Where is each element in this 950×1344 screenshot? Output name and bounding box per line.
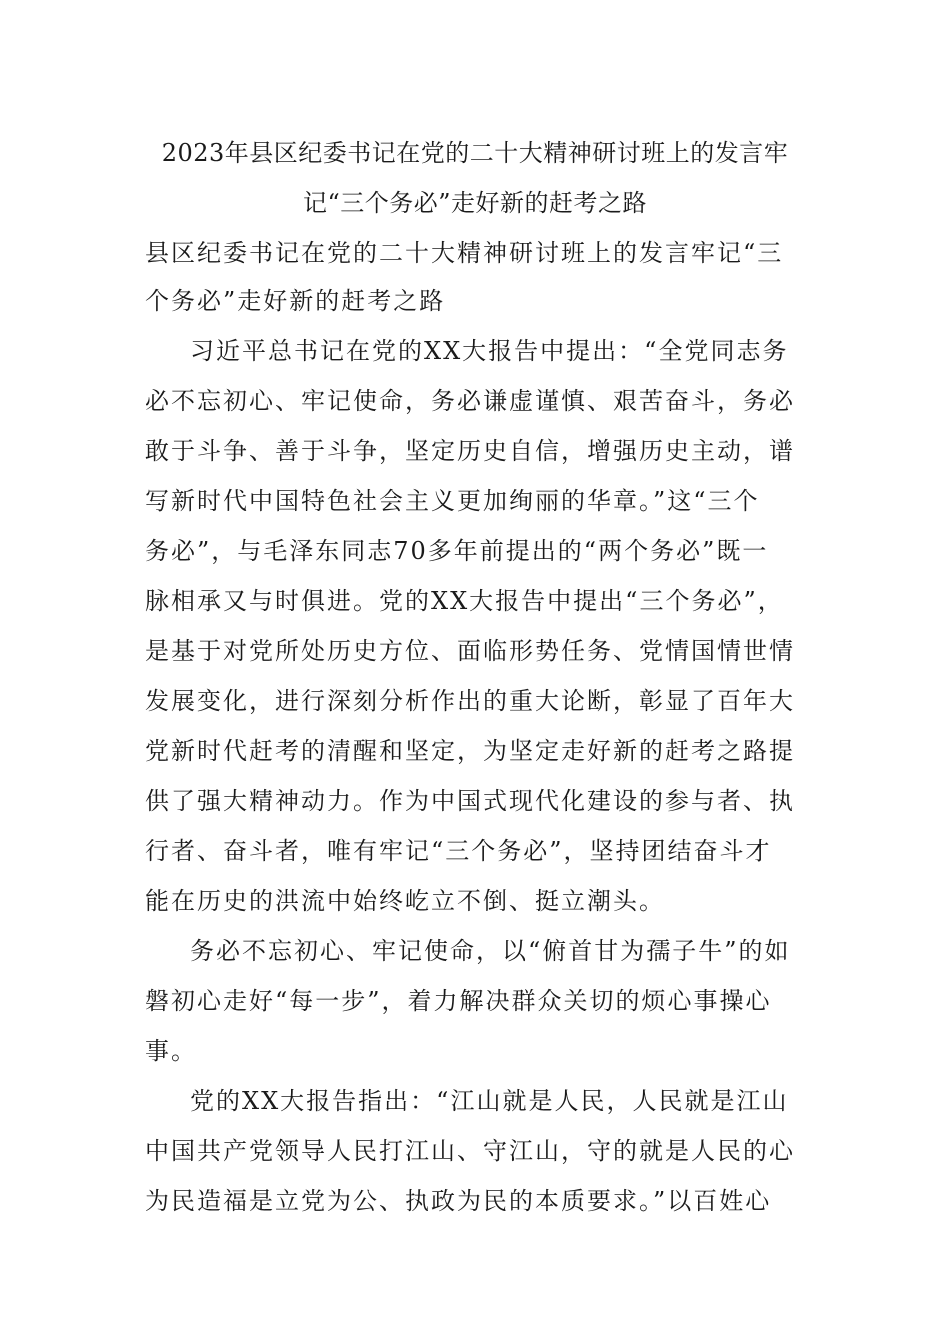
paragraph-1-line-6: 脉相承又与时俱进。党的XX大报告中提出“三个务必”， — [145, 587, 784, 615]
paragraph-2-line-1: 务必不忘初心、牢记使命，以“俯首甘为孺子牛”的如 — [190, 937, 791, 965]
paragraph-1-line-7: 是基于对党所处历史方位、面临形势任务、党情国情世情 — [145, 637, 795, 665]
subtitle-line-1: 县区纪委书记在党的二十大精神研讨班上的发言牢记“三 — [145, 239, 784, 267]
paragraph-1-line-9: 党新时代赶考的清醒和坚定，为坚定走好新的赶考之路提 — [145, 737, 795, 765]
paragraph-1-line-8: 发展变化，进行深刻分析作出的重大论断，彰显了百年大 — [145, 687, 795, 715]
document-title-line-2: 记“三个务必”走好新的赶考之路 — [302, 189, 648, 217]
paragraph-3-line-1: 党的XX大报告指出：“江山就是人民，人民就是江山 — [190, 1087, 789, 1115]
paragraph-2-line-2: 磐初心走好“每一步”，着力解决群众关切的烦心事操心 — [145, 987, 772, 1015]
subtitle-line-2: 个务必”走好新的赶考之路 — [145, 287, 446, 315]
paragraph-1-line-10: 供了强大精神动力。作为中国式现代化建设的参与者、执 — [145, 787, 795, 815]
paragraph-3-line-2: 中国共产党领导人民打江山、守江山，守的就是人民的心 — [145, 1137, 795, 1165]
paragraph-1-line-3: 敢于斗争、善于斗争，坚定历史自信，增强历史主动，谱 — [145, 437, 795, 465]
paragraph-3-line-3: 为民造福是立党为公、执政为民的本质要求。”以百姓心 — [145, 1187, 772, 1215]
paragraph-1-line-11: 行者、奋斗者，唯有牢记“三个务必”，坚持团结奋斗才 — [145, 837, 772, 865]
paragraph-1-line-1: 习近平总书记在党的XX大报告中提出：“全党同志务 — [190, 337, 789, 365]
paragraph-1-line-2: 必不忘初心、牢记使命，务必谦虚谨慎、艰苦奋斗，务必 — [145, 387, 795, 415]
paragraph-1-line-4: 写新时代中国特色社会主义更加绚丽的华章。”这“三个 — [145, 487, 760, 515]
document-title-line-1: 2023年县区纪委书记在党的二十大精神研讨班上的发言牢 — [161, 139, 789, 167]
paragraph-2-line-3: 事。 — [145, 1037, 197, 1065]
paragraph-1-line-5: 务必”，与毛泽东同志70多年前提出的“两个务必”既一 — [145, 537, 769, 565]
paragraph-1-line-12: 能在历史的洪流中始终屹立不倒、挺立潮头。 — [145, 887, 665, 915]
